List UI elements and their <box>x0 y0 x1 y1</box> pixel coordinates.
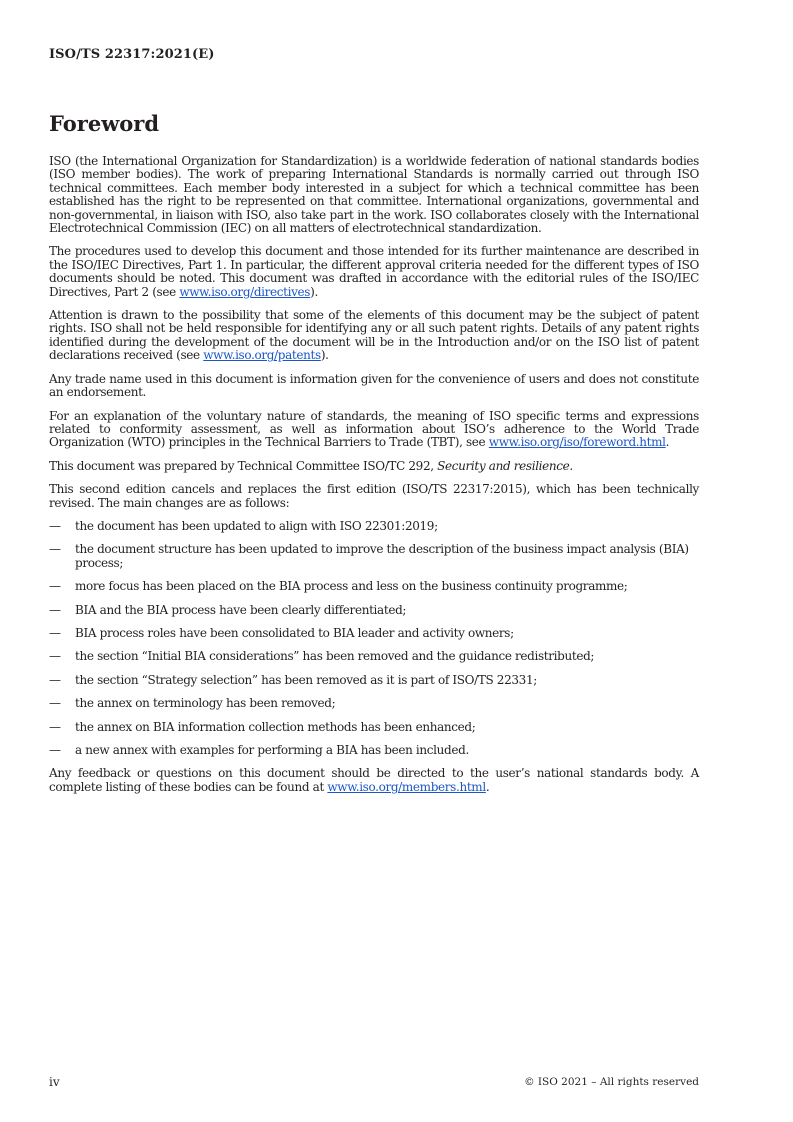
paragraph-feedback-text: Any feedback or questions on this document should be directed to the user’s national standards body. A complete listing of these bodies can be found at <box>49 766 699 794</box>
page-title: Foreword <box>49 111 160 136</box>
list-item <box>49 627 699 640</box>
paragraph-committee <box>49 460 699 473</box>
list-dash: — <box>49 743 61 757</box>
list-item-text: the document has been updated to align with ISO 22301:2019; <box>75 518 438 533</box>
list-dash: — <box>49 579 61 594</box>
paragraph-procedures-end: ). <box>310 284 318 299</box>
foreword-body <box>49 155 699 804</box>
changes-list <box>49 520 699 757</box>
list-item-text: the section “Initial BIA considerations” has been removed and the guidance redistributed; <box>75 649 595 664</box>
list-item <box>49 604 699 617</box>
paragraph-trade-name: Any trade name used in this document is information given for the convenience of users and does not constitute an endorsement. <box>49 371 699 400</box>
paragraph-voluntary-nature-end: . <box>665 435 670 450</box>
paragraph-procedures <box>49 245 699 299</box>
list-item-text: a new annex with examples for performing a BIA has been included. <box>75 743 469 757</box>
document-identifier: ISO/TS 22317:2021(E) <box>49 47 215 62</box>
list-item-text: BIA and the BIA process have been clearly differentiated; <box>75 602 407 617</box>
foreword-link[interactable]: www.iso.org/iso/foreword.html <box>488 435 666 450</box>
list-item-text: the annex on terminology has been removed; <box>75 696 336 711</box>
paragraph-feedback-end: . <box>485 779 490 794</box>
list-item-text: the section “Strategy selection” has been removed as it is part of ISO/TS 22331; <box>75 672 537 687</box>
list-dash: — <box>49 696 61 711</box>
list-item <box>49 650 699 663</box>
members-link[interactable]: www.iso.org/members.html <box>327 779 486 794</box>
paragraph-committee-text: This document was prepared by Technical Committee ISO/TC 292, <box>49 458 438 473</box>
list-item <box>49 543 699 570</box>
list-item <box>49 674 699 687</box>
patents-link[interactable]: www.iso.org/patents <box>203 348 321 363</box>
list-dash: — <box>49 719 61 734</box>
list-item <box>49 744 699 757</box>
list-item-text: BIA process roles have been consolidated to BIA leader and activity owners; <box>75 625 514 640</box>
list-dash: — <box>49 542 61 557</box>
directives-link[interactable]: www.iso.org/directives <box>179 284 311 299</box>
copyright-notice: © ISO 2021 – All rights reserved <box>524 1076 699 1088</box>
list-item-text: the document structure has been updated to improve the description of the business impact analysis (BIA) process; <box>75 542 689 570</box>
paragraph-patents <box>49 309 699 363</box>
list-dash: — <box>49 672 61 687</box>
paragraph-patents-text: Attention is drawn to the possibility that some of the elements of this document may be the subject of patent rights. ISO shall not be held responsible for identifying any or all such patent rights. Details of any patent rights identified during the development of the document will be in the Introduction and/or on the ISO list of patent declarations received (see <box>49 308 699 363</box>
paragraph-voluntary-nature-text: For an explanation of the voluntary nature of standards, the meaning of ISO specific terms and expressions related to conformity assessment, as well as information about ISO’s adherence to the World Trade Organization (WTO) principles in the Technical Barriers to Trade (TBT), see <box>49 408 699 450</box>
list-dash: — <box>49 649 61 664</box>
list-dash: — <box>49 602 61 617</box>
paragraph-patents-end: ). <box>320 348 329 363</box>
list-item <box>49 580 699 593</box>
committee-name: Security and resilience. <box>437 458 573 473</box>
paragraph-second-edition: This second edition cancels and replaces the first edition (ISO/TS 22317:2015), which has been technically revised. The main changes are as follows: <box>49 482 699 510</box>
list-item <box>49 721 699 734</box>
paragraph-iso-federation: ISO (the International Organization for Standardization) is a worldwide federation of national standards bodies (ISO member bodies). The work of preparing International Standards is normally carried out through ISO technical committees. Each member body interested in a subject for which a technical committee has been established has the right to be represented on that committee. International organizations, governmental and non-governmental, in liaison with ISO, also take part in the work. ISO collaborates closely with the International Electrotechnical Commission (IEC) on all matters of electrotechnical standardization. <box>49 154 699 236</box>
page-number: iv <box>49 1075 60 1089</box>
list-item <box>49 520 699 533</box>
list-item <box>49 697 699 710</box>
paragraph-voluntary-nature <box>49 410 699 450</box>
list-dash: — <box>49 625 61 640</box>
list-item-text: the annex on BIA information collection methods has been enhanced; <box>75 719 476 734</box>
paragraph-feedback <box>49 767 699 794</box>
paragraph-procedures-text: The procedures used to develop this document and those intended for its further maintenance are described in the ISO/IEC Directives, Part 1. In particular, the different approval criteria needed for the different types of ISO documents should be noted. This document was drafted in accordance with the editorial rules of the ISO/IEC Directives, Part 2 (see <box>49 244 699 299</box>
list-item-text: more focus has been placed on the BIA process and less on the business continuity programme; <box>75 579 628 594</box>
list-dash: — <box>49 518 61 533</box>
